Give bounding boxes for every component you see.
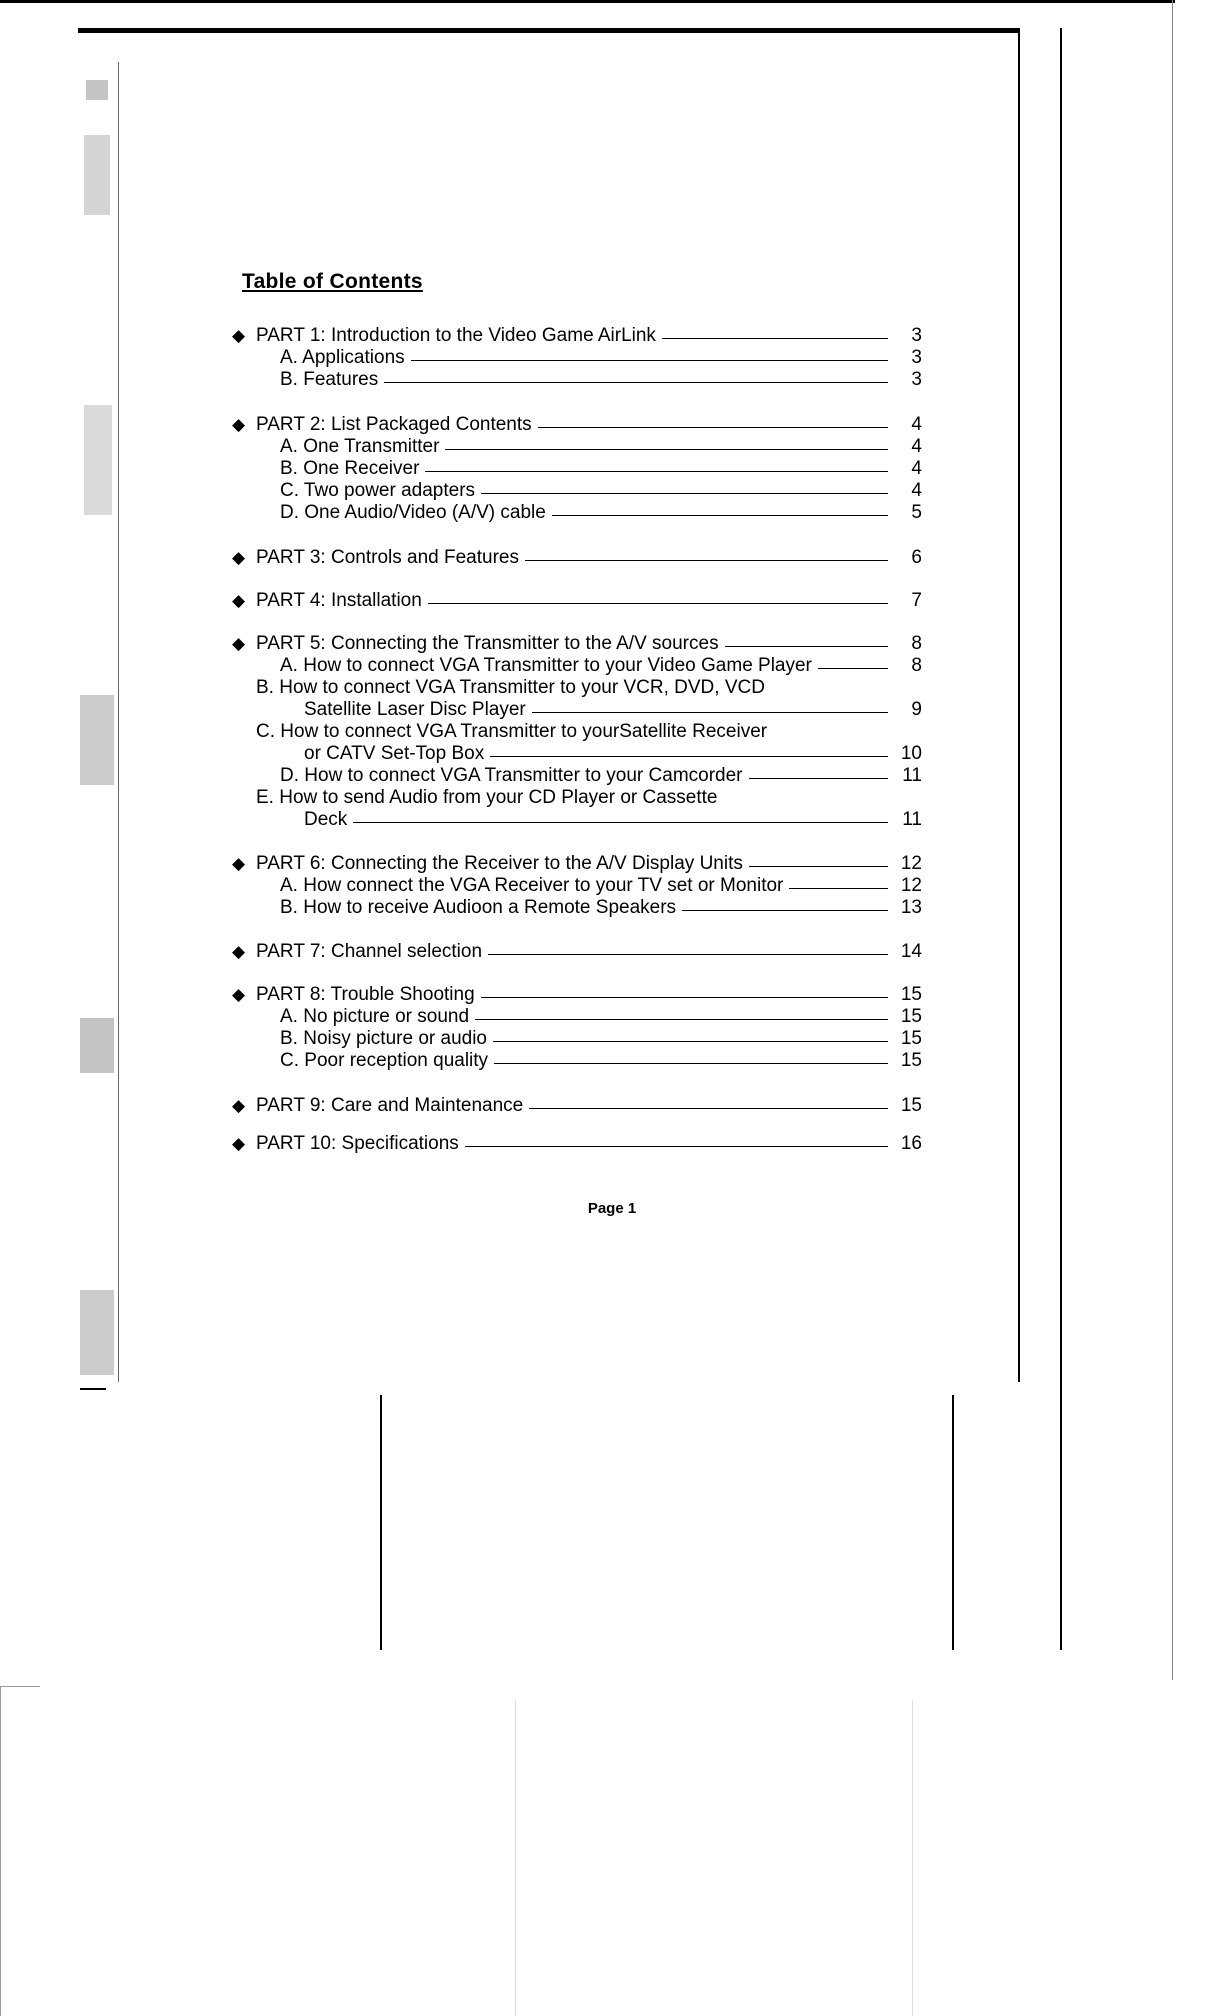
toc-page-number: 3 [911, 347, 922, 368]
toc-entry-label: PART 9: Care and Maintenance [256, 1095, 524, 1116]
toc-leader-line [481, 493, 888, 494]
toc-page-number: 9 [911, 699, 922, 720]
toc-entry-label: PART 3: Controls and Features [256, 547, 519, 568]
toc-sub-entry [232, 502, 922, 524]
toc-entry-label: PART 2: List Packaged Contents [256, 414, 532, 435]
toc-entry-label: A. No picture or sound [280, 1006, 470, 1027]
toc-page-number: 14 [900, 941, 922, 962]
toc-leader-line [494, 1063, 888, 1064]
toc-entry-label: D. How to connect VGA Transmitter to your Camcorder [280, 765, 743, 786]
scan-noise [84, 135, 110, 215]
toc-entry-label: PART 6: Connecting the Receiver to the A/V Display Units [256, 853, 743, 874]
toc-part-entry [232, 941, 922, 963]
toc-sub-entry [232, 743, 922, 765]
diamond-bullet-icon: ◆ [232, 326, 246, 345]
toc-page-number: 4 [911, 436, 922, 457]
left-edge-rule [118, 62, 119, 1382]
toc-sub-entry [232, 721, 922, 743]
top-border [0, 0, 1175, 3]
left-bottom-tick [80, 1388, 106, 1390]
toc-leader-line [425, 471, 888, 472]
toc-title: Table of Contents [242, 270, 423, 293]
toc-leader-line [475, 1019, 888, 1020]
scan-noise [80, 1290, 114, 1375]
toc-sub-entry [232, 347, 922, 369]
toc-page-number: 15 [900, 1006, 922, 1027]
toc-entry-label: C. Poor reception quality [280, 1050, 489, 1071]
toc-part-entry [232, 414, 922, 436]
toc-entry-label: B. One Receiver [280, 458, 420, 479]
toc-entry-label: PART 5: Connecting the Transmitter to the A/V sources [256, 633, 719, 654]
toc-part-entry [232, 984, 922, 1006]
toc-page-number: 7 [911, 590, 922, 611]
diamond-bullet-icon: ◆ [232, 985, 246, 1004]
toc-page-number: 4 [911, 414, 922, 435]
toc-leader-line [428, 603, 888, 604]
toc-page-number: 8 [911, 655, 922, 676]
toc-sub-entry [232, 1050, 922, 1072]
diamond-bullet-icon: ◆ [232, 548, 246, 567]
toc-entry-label: C. How to connect VGA Transmitter to yourSatellite Receiver [256, 721, 768, 742]
toc-sub-entry [232, 787, 922, 809]
bottom-faint-line-1 [515, 1700, 516, 2016]
far-right-rule [1172, 0, 1173, 1680]
toc-leader-line [411, 360, 888, 361]
toc-page-number: 12 [900, 853, 922, 874]
toc-page-number: 13 [900, 897, 922, 918]
toc-page-number: 15 [900, 984, 922, 1005]
diamond-bullet-icon: ◆ [232, 854, 246, 873]
toc-entry-label: A. How to connect VGA Transmitter to your Video Game Player [280, 655, 812, 676]
toc-entry-label: PART 1: Introduction to the Video Game AirLink [256, 325, 656, 346]
toc-entry-label: D. One Audio/Video (A/V) cable [280, 502, 546, 523]
toc-entry-label: PART 10: Specifications [256, 1133, 459, 1154]
toc-page-number: 6 [911, 547, 922, 568]
toc-sub-entry [232, 677, 922, 699]
outer-right-rule [1060, 28, 1062, 1650]
toc-sub-entry [232, 480, 922, 502]
page-top-rule [78, 28, 1020, 33]
toc-leader-line [465, 1146, 888, 1147]
bottom-left-box [0, 1686, 40, 1687]
toc-part-entry [232, 547, 922, 569]
toc-entry-label: E. How to send Audio from your CD Player or Cassette [256, 787, 718, 808]
toc-sub-entry [232, 369, 922, 391]
toc-leader-line [445, 449, 888, 450]
toc-page-number: 8 [911, 633, 922, 654]
toc-entry-label: PART 4: Installation [256, 590, 422, 611]
toc-sub-entry [232, 765, 922, 787]
toc-entry-label: B. How to receive Audioon a Remote Speakers [280, 897, 677, 918]
toc-leader-line [481, 997, 888, 998]
toc-part-entry [232, 1133, 922, 1155]
toc-sub-entry [232, 436, 922, 458]
scan-noise [84, 405, 112, 515]
toc-entry-label: B. Features [280, 369, 379, 390]
page-number-footer: Page 1 [587, 1200, 637, 1217]
toc-page-number: 10 [900, 743, 922, 764]
toc-entry-label: PART 8: Trouble Shooting [256, 984, 475, 1005]
toc-sub-entry [232, 655, 922, 677]
toc-page-number: 12 [900, 875, 922, 896]
diamond-bullet-icon: ◆ [232, 1096, 246, 1115]
toc-page-number: 16 [900, 1133, 922, 1154]
toc-entry-label: A. Applications [280, 347, 405, 368]
diamond-bullet-icon: ◆ [232, 942, 246, 961]
toc-leader-line [532, 712, 888, 713]
toc-sub-entry [232, 875, 922, 897]
bottom-left-box-side [0, 1686, 1, 2016]
toc-leader-line [529, 1108, 888, 1109]
toc-leader-line [493, 1041, 888, 1042]
toc-sub-entry [232, 897, 922, 919]
toc-leader-line [488, 954, 888, 955]
toc-sub-entry [232, 458, 922, 480]
toc-entry-label: Deck [304, 809, 348, 830]
toc-page-number: 3 [911, 325, 922, 346]
toc-leader-line [353, 822, 888, 823]
toc-leader-line [538, 427, 888, 428]
toc-leader-line [552, 515, 888, 516]
toc-page-number: 3 [911, 369, 922, 390]
toc-part-entry [232, 325, 922, 347]
lower-left-rule [380, 1395, 382, 1650]
toc-page-number: 11 [902, 765, 922, 786]
scan-noise [86, 80, 108, 100]
toc-page-number: 11 [902, 809, 922, 830]
toc-sub-entry [232, 1028, 922, 1050]
toc-sub-entry [232, 699, 922, 721]
toc-leader-line [818, 668, 888, 669]
toc-page-number: 15 [900, 1050, 922, 1071]
diamond-bullet-icon: ◆ [232, 634, 246, 653]
toc-leader-line [384, 382, 888, 383]
toc-entry-label: A. One Transmitter [280, 436, 440, 457]
toc-entry-label: C. Two power adapters [280, 480, 476, 501]
toc-entry-label: B. Noisy picture or audio [280, 1028, 487, 1049]
toc-page-number: 15 [900, 1095, 922, 1116]
toc-entry-label: or CATV Set-Top Box [304, 743, 485, 764]
bottom-faint-line-2 [912, 1700, 913, 2016]
toc-leader-line [789, 888, 888, 889]
diamond-bullet-icon: ◆ [232, 415, 246, 434]
diamond-bullet-icon: ◆ [232, 1134, 246, 1153]
toc-leader-line [525, 560, 888, 561]
toc-part-entry [232, 633, 922, 655]
toc-page-number: 4 [911, 458, 922, 479]
toc-entry-label: A. How connect the VGA Receiver to your TV set or Monitor [280, 875, 784, 896]
toc-sub-entry [232, 809, 922, 831]
page-right-edge [1018, 32, 1020, 1382]
toc-page-number: 4 [911, 480, 922, 501]
toc-leader-line [749, 778, 888, 779]
toc-leader-line [662, 338, 888, 339]
toc-part-entry [232, 590, 922, 612]
toc-page-number: 15 [900, 1028, 922, 1049]
scan-noise [80, 1018, 114, 1073]
toc-entry-label: B. How to connect VGA Transmitter to your VCR, DVD, VCD [256, 677, 765, 698]
toc-leader-line [682, 910, 888, 911]
toc-part-entry [232, 1095, 922, 1117]
toc-page-number: 5 [911, 502, 922, 523]
toc-entry-label: Satellite Laser Disc Player [304, 699, 526, 720]
scan-noise [80, 695, 114, 785]
diamond-bullet-icon: ◆ [232, 591, 246, 610]
toc-entry-label: PART 7: Channel selection [256, 941, 483, 962]
toc-leader-line [725, 646, 888, 647]
toc-part-entry [232, 853, 922, 875]
toc-leader-line [490, 756, 888, 757]
toc-leader-line [749, 866, 888, 867]
toc-sub-entry [232, 1006, 922, 1028]
lower-right-rule [952, 1395, 954, 1650]
